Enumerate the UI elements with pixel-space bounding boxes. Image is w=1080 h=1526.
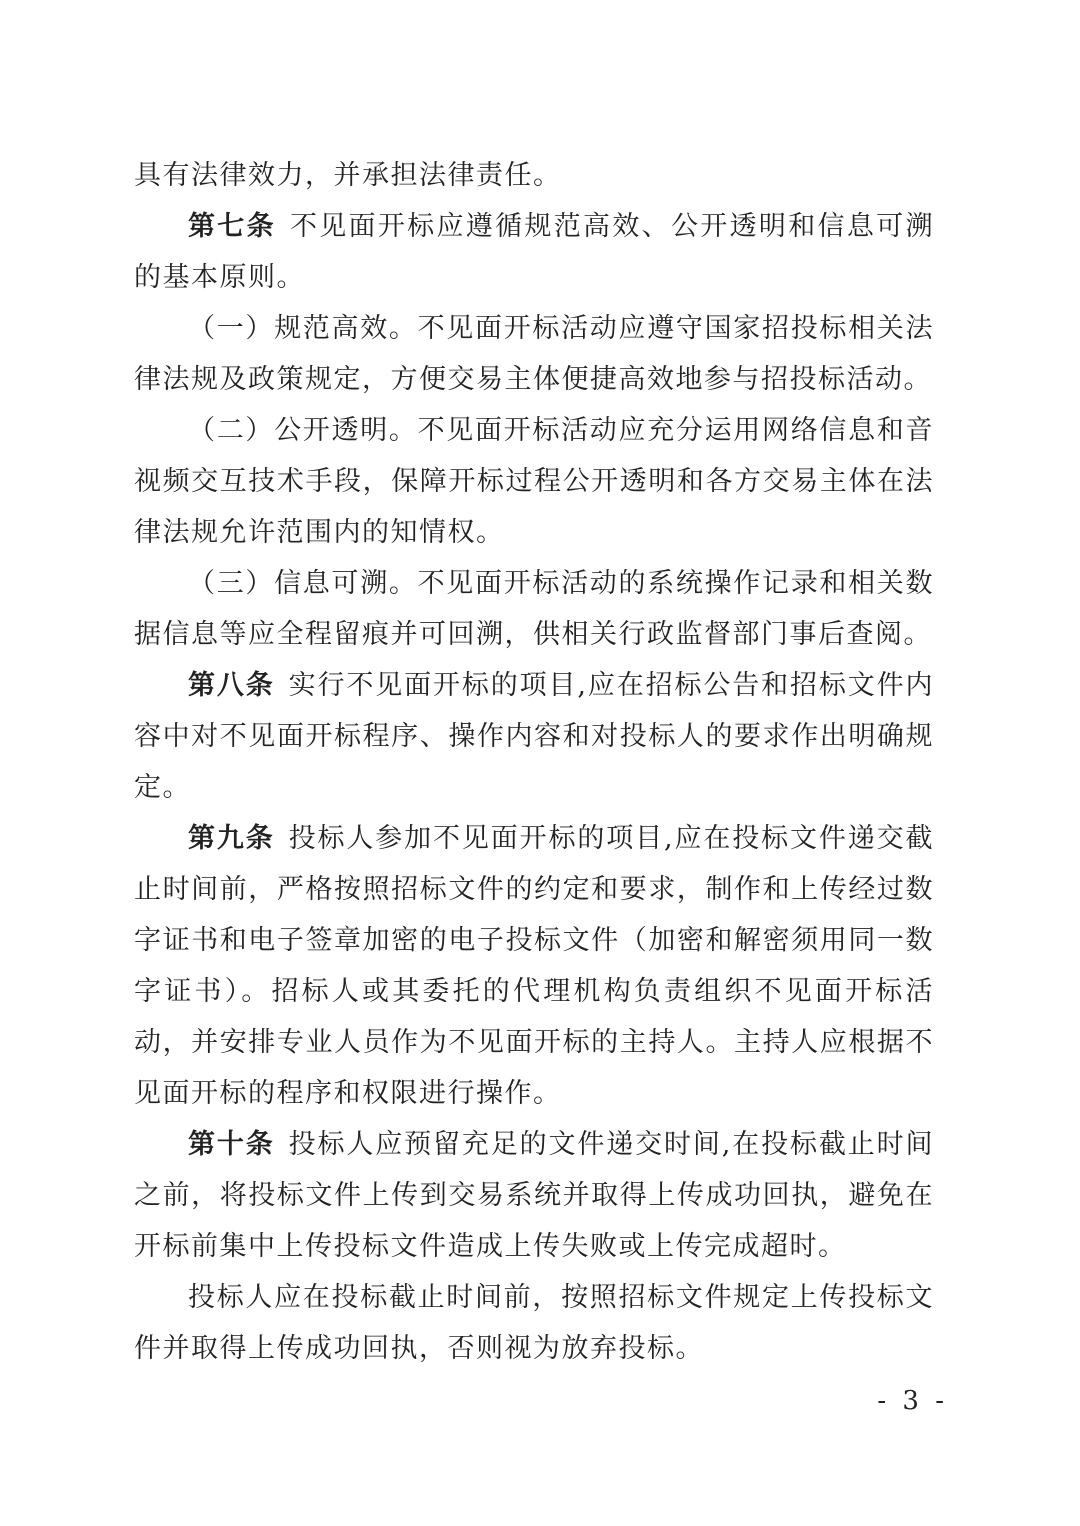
paragraph-text: 实行不见面开标的项目,应在招标公告和招标文件内容中对不见面开标程序、操作内容和对投标人的要求作出明确规定。 (134, 670, 934, 803)
article-10 (134, 1119, 934, 1272)
paragraph-text: 投标人参加不见面开标的项目,应在投标文件递交截止时间前，严格按照招标文件的约定和要求，制作和上传经过数字证书和电子签章加密的电子投标文件（加密和解密须用同一数字证书）。招标人或其委托的代理机构负责组织不见面开标活动，并安排专业人员作为不见面开标的主持人。主持人应根据不见面开标的程序和权限进行操作。 (134, 823, 934, 1109)
paragraph-text: 投标人应在投标截止时间前，按照招标文件规定上传投标文件并取得上传成功回执，否则视为放弃投标。 (134, 1282, 934, 1364)
page-number: - 3 - (877, 1386, 948, 1416)
paragraph-text: （一）规范高效。不见面开标活动应遵守国家招投标相关法律法规及政策规定，方便交易主体便捷高效地参与招投标活动。 (134, 313, 934, 395)
article-label: 第八条 (188, 670, 275, 701)
paragraph-continuation (134, 150, 934, 201)
article-7-item-3 (134, 558, 934, 660)
paragraph-text: 投标人应预留充足的文件递交时间,在投标截止时间之前，将投标文件上传到交易系统并取得上传成功回执，避免在开标前集中上传投标文件造成上传失败或上传完成超时。 (134, 1129, 934, 1262)
article-9 (134, 813, 934, 1119)
paragraph-text: 不见面开标应遵循规范高效、公开透明和信息可溯的基本原则。 (134, 211, 934, 293)
article-label: 第九条 (188, 823, 275, 854)
article-8 (134, 660, 934, 813)
article-10-paragraph-2 (134, 1272, 934, 1374)
article-label: 第十条 (188, 1129, 275, 1160)
paragraph-text: （二）公开透明。不见面开标活动应充分运用网络信息和音视频交互技术手段，保障开标过程公开透明和各方交易主体在法律法规允许范围内的知情权。 (134, 415, 934, 548)
article-7-item-2 (134, 405, 934, 558)
article-7 (134, 201, 934, 303)
article-7-item-1 (134, 303, 934, 405)
article-label: 第七条 (188, 211, 276, 242)
document-body (134, 150, 934, 1374)
paragraph-text: 具有法律效力，并承担法律责任。 (134, 160, 562, 191)
paragraph-text: （三）信息可溯。不见面开标活动的系统操作记录和相关数据信息等应全程留痕并可回溯，供相关行政监督部门事后查阅。 (134, 568, 934, 650)
